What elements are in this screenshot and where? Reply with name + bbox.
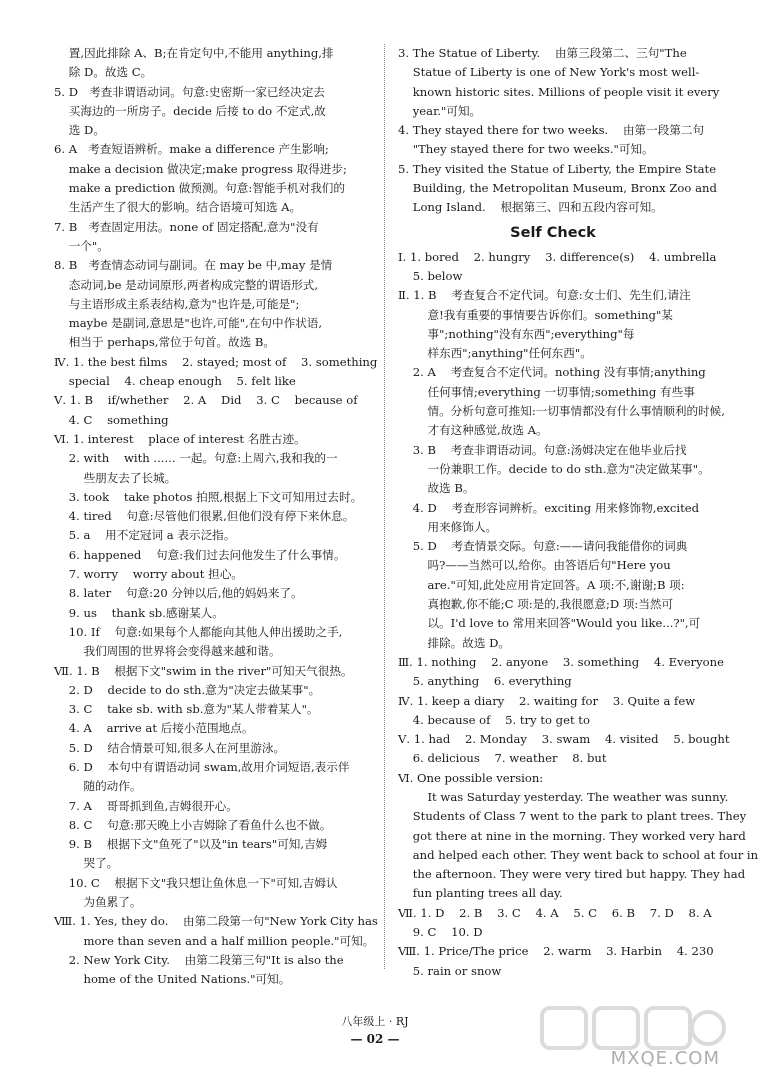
answer-line: known historic sites. Millions of people visit it every bbox=[398, 84, 720, 99]
answer-line: are."可知,此处应用肯定回答。A 项:不,谢谢;B 项: bbox=[398, 577, 685, 592]
answer-line: Ⅷ. 1. Price/The price 2. warm 3. Harbin 4. 230 bbox=[398, 944, 714, 959]
answer-line: Ⅶ. 1. D 2. B 3. C 4. A 5. C 6. B 7. D 8. A bbox=[398, 905, 712, 920]
answer-line: 5. D 考查情景交际。句意:——请问我能借你的词典 bbox=[398, 539, 688, 554]
answer-line: "They stayed there for two weeks."可知。 bbox=[398, 142, 654, 157]
answer-line: 随的动作。 bbox=[54, 779, 142, 794]
answer-line: 4. A arrive at 后接小范围地点。 bbox=[54, 721, 254, 736]
answer-line: 5. anything 6. everything bbox=[398, 674, 572, 689]
answer-line: 7. A 哥哥抓到鱼,吉姆很开心。 bbox=[54, 798, 238, 813]
answer-line: 态动词,be 是动词原形,两者构成完整的谓语形式, bbox=[54, 277, 319, 292]
answer-line: 9. C 10. D bbox=[398, 925, 483, 940]
self-check-answers bbox=[398, 248, 758, 981]
answer-line: 7. B 考查固定用法。none of 固定搭配,意为"没有 bbox=[54, 219, 319, 234]
answer-line: 6. D 本句中有谓语动词 swam,故用介词短语,表示伴 bbox=[54, 759, 350, 774]
answer-line: 吗?——当然可以,给你。由答语后句"Here you bbox=[398, 558, 671, 573]
answer-line: 8. C 句意:那天晚上小吉姆除了看鱼什么也不做。 bbox=[54, 817, 332, 832]
answer-line: the afternoon. They were very tired but happy. They had bbox=[398, 867, 746, 882]
answer-line: 与主语形成主系表结构,意为"也许是,可能是"; bbox=[54, 296, 300, 311]
answer-line: year."可知。 bbox=[398, 103, 482, 118]
answer-line: 故选 B。 bbox=[398, 481, 475, 496]
answer-line: maybe 是副词,意思是"也许,可能",在句中作状语, bbox=[54, 316, 323, 331]
answer-line: Ⅰ. 1. bored 2. hungry 3. difference(s) 4. umbrella bbox=[398, 249, 717, 264]
answer-line: 6. delicious 7. weather 8. but bbox=[398, 751, 607, 766]
answer-line: 2. with with ...... 一起。句意:上周六,我和我的一 bbox=[54, 451, 338, 466]
answer-line: 真抱歉,你不能;C 项:是的,我很愿意;D 项:当然可 bbox=[398, 597, 674, 612]
answer-line: and helped each other. They went back to school at four in bbox=[398, 847, 758, 862]
answer-line: 10. C 根据下文"我只想让鱼休息一下"可知,吉姆认 bbox=[54, 875, 338, 890]
reading-answers bbox=[398, 44, 720, 218]
answer-line: 5. rain or snow bbox=[398, 963, 502, 978]
answer-line: 为鱼累了。 bbox=[54, 895, 142, 910]
answer-line: 5. They visited the Statue of Liberty, the Empire State bbox=[398, 161, 717, 176]
answer-line: 10. If 句意:如果每个人都能向其他人伸出援助之手, bbox=[54, 624, 343, 639]
answer-line: Ⅴ. 1. B if/whether 2. A Did 3. C because of bbox=[54, 393, 358, 408]
answer-line: Long Island. 根据第三、四和五段内容可知。 bbox=[398, 200, 663, 215]
answer-line: 6. happened 句意:我们过去问他发生了什么事情。 bbox=[54, 547, 346, 562]
answer-line: It was Saturday yesterday. The weather was sunny. bbox=[398, 789, 729, 804]
answer-line: 才有这种感觉,故选 A。 bbox=[398, 423, 548, 438]
answer-line: 9. B 根据下文"鱼死了"以及"in tears"可知,吉姆 bbox=[54, 837, 328, 852]
answer-line: fun planting trees all day. bbox=[398, 886, 563, 901]
watermark-text: MXQE.COM bbox=[610, 1048, 720, 1069]
answer-line: 8. later 句意:20 分钟以后,他的妈妈来了。 bbox=[54, 586, 303, 601]
answer-line: 9. us thank sb.感谢某人。 bbox=[54, 605, 224, 620]
answer-line: special 4. cheap enough 5. felt like bbox=[54, 374, 296, 389]
answer-line: got there at nine in the morning. They worked very hard bbox=[398, 828, 746, 843]
left-column bbox=[54, 44, 378, 990]
answer-line: 以。I'd love to 常用来回答"Would you like...?",可 bbox=[398, 616, 701, 631]
answer-line: 样东西";anything"任何东西"。 bbox=[398, 346, 592, 361]
answer-line: 5. D 结合情景可知,很多人在河里游泳。 bbox=[54, 740, 286, 755]
answer-line: Ⅷ. 1. Yes, they do. 由第二段第一句"New York City has bbox=[54, 914, 378, 929]
answer-line: 情。分析句意可推知:一切事情都没有什么事情顺利的时候, bbox=[398, 404, 725, 419]
answer-line: 意!我有重要的事情要告诉你们。something"某 bbox=[398, 307, 673, 322]
answer-line: 生活产生了很大的影响。结合语境可知选 A。 bbox=[54, 200, 302, 215]
answer-line: 8. B 考查情态动词与副词。在 may be 中,may 是情 bbox=[54, 258, 333, 273]
answer-line: 任何事情;everything 一切事情;something 有些事 bbox=[398, 384, 695, 399]
answer-line: 用来修饰人。 bbox=[398, 519, 498, 534]
answer-line: 3. C take sb. with sb.意为"某人带着某人"。 bbox=[54, 702, 319, 717]
answer-line: 4. D 考查形容词辨析。exciting 用来修饰物,excited bbox=[398, 500, 700, 515]
answer-line: 买海边的一所房子。decide 后接 to do 不定式,故 bbox=[54, 103, 326, 118]
answer-line: 排除。故选 D。 bbox=[398, 635, 511, 650]
answer-line: home of the United Nations."可知。 bbox=[54, 972, 291, 987]
answer-line: Ⅵ. 1. interest place of interest 名胜古迹。 bbox=[54, 431, 306, 446]
answer-line: make a decision 做决定;make progress 取得进步; bbox=[54, 161, 347, 176]
answer-line: 4. because of 5. try to get to bbox=[398, 712, 590, 727]
answer-line: Ⅵ. One possible version: bbox=[398, 770, 544, 785]
answer-line: Ⅱ. 1. B 考查复合不定代词。句意:女士们、先生们,请注 bbox=[398, 288, 691, 303]
answer-line: 选 D。 bbox=[54, 123, 105, 138]
answer-line: 置,因此排除 A、B;在肯定句中,不能用 anything,排 bbox=[54, 46, 334, 60]
answer-line: Statue of Liberty is one of New York's most well- bbox=[398, 65, 700, 80]
answer-line: 哭了。 bbox=[54, 856, 119, 871]
answer-line: 2. D decide to do sth.意为"决定去做某事"。 bbox=[54, 682, 321, 697]
page-number: — 02 — bbox=[350, 1032, 400, 1046]
answer-line: Building, the Metropolitan Museum, Bronx Zoo and bbox=[398, 181, 717, 196]
answer-line: 些朋友去了长城。 bbox=[54, 470, 177, 485]
answer-line: 2. A 考查复合不定代词。nothing 没有事情;anything bbox=[398, 365, 706, 380]
answer-line: Students of Class 7 went to the park to plant trees. They bbox=[398, 809, 747, 824]
answer-line: 2. New York City. 由第二段第三句"It is also the bbox=[54, 952, 344, 967]
right-column bbox=[398, 44, 758, 981]
answer-line: 3. B 考查非谓语动词。句意:汤姆决定在他毕业后找 bbox=[398, 442, 687, 457]
answer-line: 5. D 考查非谓语动词。句意:史密斯一家已经决定去 bbox=[54, 84, 325, 99]
answer-line: 一份兼职工作。decide to do sth.意为"决定做某事"。 bbox=[398, 461, 710, 476]
answer-line: 7. worry worry about 担心。 bbox=[54, 567, 243, 582]
column-divider bbox=[384, 44, 385, 969]
answer-line: 3. took take photos 拍照,根据上下文可知用过去时。 bbox=[54, 489, 363, 504]
answer-line: 3. The Statue of Liberty. 由第三段第二、三句"The bbox=[398, 46, 687, 60]
answer-line: Ⅳ. 1. keep a diary 2. waiting for 3. Quite a few bbox=[398, 693, 696, 708]
answer-line: Ⅲ. 1. nothing 2. anyone 3. something 4. Everyone bbox=[398, 654, 724, 669]
self-check-heading: Self Check bbox=[510, 224, 596, 241]
answer-line: 6. A 考查短语辨析。make a difference 产生影响; bbox=[54, 142, 329, 157]
answer-line: 我们周围的世界将会变得越来越和谐。 bbox=[54, 644, 281, 659]
answer-line: Ⅴ. 1. had 2. Monday 3. swam 4. visited 5. bought bbox=[398, 732, 730, 747]
answer-line: make a prediction 做预测。句意:智能手机对我们的 bbox=[54, 181, 345, 196]
answer-line: 4. C something bbox=[54, 412, 169, 427]
answer-line: 相当于 perhaps,常位于句首。故选 B。 bbox=[54, 335, 276, 350]
answer-line: Ⅶ. 1. B 根据下文"swim in the river"可知天气很热。 bbox=[54, 663, 353, 678]
answer-line: 除 D。故选 C。 bbox=[54, 65, 153, 80]
answer-line: 5. below bbox=[398, 268, 463, 283]
answer-line: more than seven and a half million people."可知。 bbox=[54, 933, 375, 948]
answer-line: Ⅳ. 1. the best films 2. stayed; most of 3. something bbox=[54, 354, 378, 369]
answer-line: 事";nothing"没有东西";everything"每 bbox=[398, 326, 635, 341]
answer-line: 5. a 用不定冠词 a 表示泛指。 bbox=[54, 528, 236, 543]
answer-line: 4. They stayed there for two weeks. 由第一段第二句 bbox=[398, 123, 705, 138]
answer-line: 一个"。 bbox=[54, 238, 109, 253]
answer-line: 4. tired 句意:尽管他们很累,但他们没有停下来休息。 bbox=[54, 509, 355, 524]
grade-footer: 八年级上 · RJ bbox=[341, 1015, 409, 1028]
